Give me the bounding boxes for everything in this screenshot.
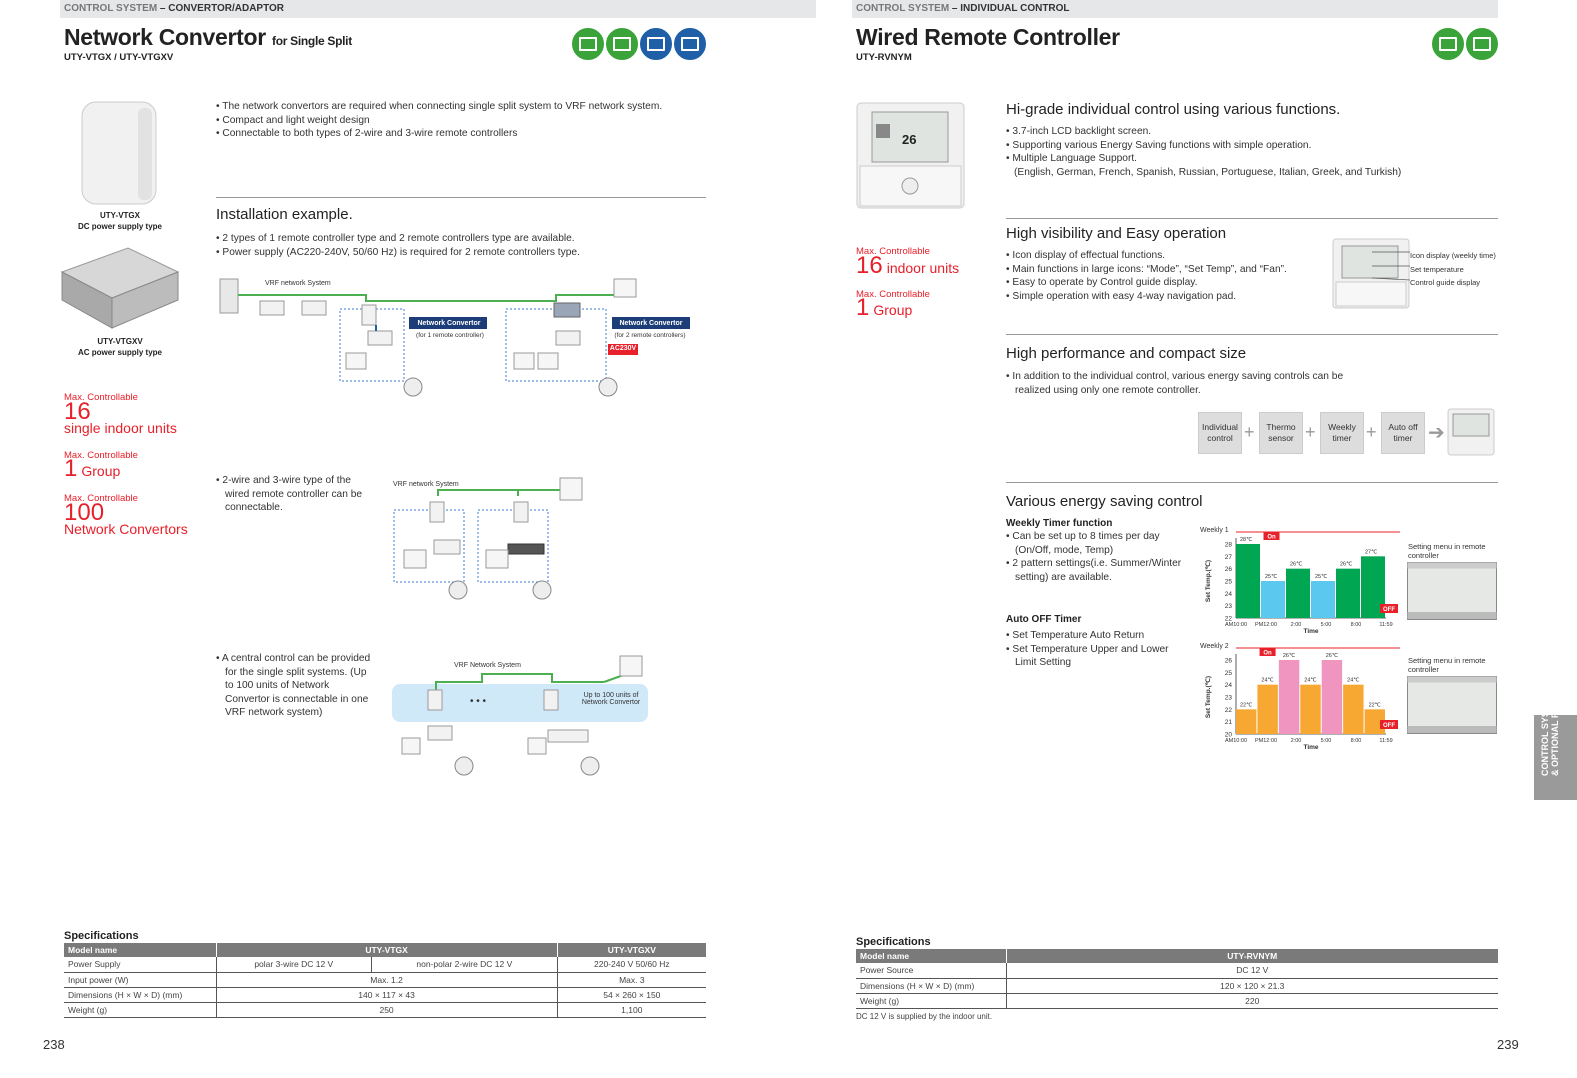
table-row (64, 1002, 706, 1017)
s1-bullets (1006, 125, 1496, 179)
bullet-item: • Multiple Language Support. (1006, 152, 1496, 166)
callout-label: Control guide display (1410, 278, 1481, 287)
table-header: UTY-RVNYM (1006, 949, 1498, 963)
on-badge-label: On (1263, 650, 1272, 657)
off-badge-label: OFF (1383, 723, 1395, 729)
page-title-right: Wired Remote Controller (856, 24, 1120, 50)
bullet-item: • Icon display of effectual functions. (1006, 249, 1326, 263)
s2-callouts (1410, 249, 1496, 290)
on-badge-label: On (1267, 534, 1276, 541)
chart-bar (1236, 544, 1260, 618)
specs-table-left (64, 943, 706, 1018)
setting-menu-screen-1 (1407, 562, 1497, 620)
chart-bar (1236, 709, 1256, 734)
data-label: 24℃ (1347, 677, 1360, 684)
data-label: 25℃ (1315, 574, 1328, 580)
table-cell: Max. 1.2 (216, 972, 557, 987)
divider (1006, 334, 1498, 335)
feature-icon-glyph (647, 37, 665, 51)
callout-label: Set temperature (1410, 264, 1464, 274)
model-codes-right: UTY-RVNYM (856, 52, 912, 63)
diagram-label: AC230V (609, 345, 637, 352)
x-tick-label: 5:00 (1320, 622, 1332, 628)
plus-icon: + (1244, 422, 1255, 442)
y-tick-label: 20 (1224, 731, 1232, 739)
y-tick-label: 28 (1224, 541, 1232, 549)
y-tick-label: 23 (1224, 603, 1232, 611)
chart-bar (1286, 569, 1310, 618)
y-tick-label: 25 (1224, 669, 1232, 677)
arrow-right-icon: ➔ (1428, 422, 1445, 444)
y-axis-label: Set Temp.(℃) (1205, 675, 1212, 719)
table-row (856, 978, 1498, 993)
table-row (64, 987, 706, 1002)
feature-icon (606, 28, 638, 60)
table-cell: Weight (g) (856, 993, 1006, 1008)
header-sep: – (949, 3, 961, 14)
table-header: Model name (64, 943, 216, 957)
chart-bar (1336, 569, 1360, 618)
data-label: 22℃ (1240, 702, 1253, 709)
table-cell: Max. 3 (557, 972, 706, 987)
y-tick-label: 26 (1224, 657, 1232, 665)
page-number-left: 238 (43, 1037, 65, 1052)
setting-menu-screen-2 (1407, 676, 1497, 734)
max-value-1 (856, 252, 960, 279)
section-heading: High performance and compact size (1006, 345, 1247, 362)
data-label: 26℃ (1325, 653, 1339, 659)
model-codes-left: UTY-VTGX / UTY-VTGXV (64, 52, 174, 63)
max-value-1 (64, 398, 177, 436)
diagram-label: VRF Network System (454, 662, 521, 669)
x-axis-label: Time (1303, 744, 1319, 751)
max-unit: indoor units (886, 260, 960, 276)
table-cell: 220 (1006, 993, 1498, 1008)
y-tick-label: 24 (1224, 590, 1232, 598)
chart-title: Weekly 1 (1200, 527, 1229, 534)
table-header-row (856, 949, 1498, 963)
product-name: UTY-VTGX (99, 211, 140, 220)
off-badge (1380, 604, 1398, 613)
bullet-item: • 2-wire and 3-wire type of the wired remote controller can be connectable. (216, 474, 366, 515)
wire-diagram (390, 476, 590, 601)
x-tick-label: 11:59 (1379, 738, 1393, 744)
bullet-item: • Can be set up to 8 times per day (On/Off, mode, Temp) (1006, 530, 1192, 557)
table-header-row (64, 943, 706, 957)
weekly-title: Weekly Timer function (1006, 518, 1113, 529)
feature-box: Auto off timer (1381, 412, 1425, 454)
max-number: 1 (64, 455, 78, 482)
divider (216, 197, 706, 198)
right-header-bar (852, 0, 1498, 18)
product-desc: AC power supply type (77, 348, 162, 357)
weekly-chart-1 (1196, 522, 1406, 640)
language-list: (English, German, French, Spanish, Russian, Portuguese, Italian, Greek, and Turkish) (1014, 166, 1402, 178)
feature-icon-glyph (613, 37, 631, 51)
x-tick-label: 2:00 (1290, 738, 1302, 744)
feature-icon (674, 28, 706, 60)
header-section: INDIVIDUAL CONTROL (960, 3, 1070, 14)
max-label: Max. Controllable (64, 392, 138, 403)
table-cell: 120 × 120 × 21.3 (1006, 978, 1498, 993)
table-cell: polar 3-wire DC 12 V (216, 957, 372, 972)
data-label: 24℃ (1304, 677, 1317, 684)
section-heading: Various energy saving control (1006, 493, 1203, 510)
bullet-item: • Set Temperature Upper and Lower Limit Setting (1006, 643, 1192, 670)
header-prefix: CONTROL SYSTEM (64, 3, 158, 14)
bullet-item: • Main functions in large icons: “Mode”, “Set Temp”, and “Fan”. (1006, 263, 1326, 277)
x-tick-label: AM10:00 (1224, 738, 1248, 744)
product-caption-vtgxv (70, 336, 170, 358)
bullet-item: • Connectable to both types of 2-wire and 3-wire remote controllers (216, 127, 706, 141)
chart-bar (1279, 660, 1299, 734)
chart-bar (1257, 685, 1277, 734)
max-number: 16 (64, 398, 91, 425)
plus-icon: + (1305, 422, 1316, 442)
page-title-left (64, 24, 352, 51)
left-header-bar (60, 0, 816, 18)
section-heading: Hi-grade individual control using various functions. (1006, 101, 1341, 118)
y-tick-label: 22 (1224, 706, 1232, 714)
table-header: UTY-VTGXV (557, 943, 706, 957)
specs-title-left: Specifications (64, 930, 139, 942)
chart-bar (1261, 581, 1285, 618)
product-name: UTY-VTGXV (97, 337, 143, 346)
feature-icon-glyph (1439, 37, 1457, 51)
data-label: 22℃ (1368, 702, 1381, 709)
auto-off-title: Auto OFF Timer (1006, 614, 1082, 625)
central-diagram (392, 654, 652, 780)
page-number-right: 239 (1497, 1037, 1519, 1052)
side-tab (1534, 688, 1577, 800)
max-value-2 (64, 455, 121, 482)
chart-title: Weekly 2 (1200, 643, 1229, 650)
feature-icon (640, 28, 672, 60)
table-cell: 140 × 117 × 43 (216, 987, 557, 1002)
auto-off-bullets (1006, 629, 1192, 670)
x-tick-label: PM12:00 (1254, 738, 1278, 744)
table-cell: Power Source (856, 963, 1006, 978)
table-cell: Input power (W) (64, 972, 216, 987)
off-badge-label: OFF (1383, 607, 1395, 613)
table-cell: 220-240 V 50/60 Hz (557, 957, 706, 972)
divider (1006, 218, 1498, 219)
remote-controller-small-image (1332, 238, 1412, 310)
table-cell: 54 × 260 × 150 (557, 987, 706, 1002)
diagram-label: (for 1 remote controller) (416, 332, 484, 339)
bullet-item: • The network convertors are required when connecting single split system to VRF network system. (216, 100, 706, 114)
weekly-bullets (1006, 530, 1192, 584)
x-tick-label: 11:59 (1379, 622, 1393, 628)
table-cell: DC 12 V (1006, 963, 1498, 978)
plus-icon: + (1366, 422, 1377, 442)
s3-bullets (1006, 370, 1366, 397)
x-tick-label: 5:00 (1320, 738, 1332, 744)
diagram-label: VRF network System (393, 481, 459, 488)
table-row (64, 972, 706, 987)
x-tick-label: 8:00 (1350, 622, 1362, 628)
chart-bar (1300, 685, 1320, 734)
y-tick-label: 21 (1224, 719, 1232, 727)
weekly-chart-2 (1196, 638, 1406, 756)
data-label: 26℃ (1282, 653, 1296, 659)
bullet-item: • Compact and light weight design (216, 114, 706, 128)
bullet-item: • Easy to operate by Control guide display. (1006, 276, 1326, 290)
side-tab-line: CONTROL SYSTEM (1540, 692, 1550, 776)
feature-icon (572, 28, 604, 60)
side-tab-line: & OPTIONAL PARTS (1550, 688, 1560, 776)
install-heading: Installation example. (216, 206, 353, 223)
title-text: Network Convertor (64, 24, 266, 50)
diagram-dots: • • • (470, 696, 487, 707)
wire-bullet (216, 474, 366, 515)
diagram-label: Network Convertor (417, 320, 481, 327)
x-tick-label: AM10:00 (1224, 622, 1248, 628)
remote-controller-image (856, 102, 966, 210)
chart-bar (1311, 581, 1335, 618)
data-label: 26℃ (1340, 561, 1353, 568)
divider (1006, 482, 1498, 483)
section-heading: High visibility and Easy operation (1006, 225, 1227, 242)
max-unit: single indoor units (64, 420, 177, 436)
y-axis-label: Set Temp.(℃) (1205, 559, 1212, 603)
table-cell: Power Supply (64, 957, 216, 972)
y-tick-label: 22 (1224, 615, 1232, 623)
max-number: 1 (856, 294, 870, 321)
data-label: 26℃ (1290, 561, 1303, 568)
max-unit: Group (873, 302, 913, 318)
install-bullets (216, 232, 706, 259)
header-section: CONVERTOR/ADAPTOR (168, 3, 285, 14)
table-header: UTY-VTGX (216, 943, 557, 957)
x-tick-label: 8:00 (1350, 738, 1362, 744)
max-number: 100 (64, 499, 105, 526)
bullet-item: • Power supply (AC220-240V, 50/60 Hz) is required for 2 remote controllers type. (216, 246, 706, 260)
table-cell: Dimensions (H × W × D) (mm) (856, 978, 1006, 993)
y-tick-label: 24 (1224, 682, 1232, 690)
diagram-label: (for 2 remote controllers) (614, 332, 686, 339)
header-sep: – (157, 3, 169, 14)
specs-title-right: Specifications (856, 936, 931, 948)
specs-table-right (856, 949, 1498, 1009)
max-unit: Network Convertors (64, 521, 188, 537)
table-cell: 1,100 (557, 1002, 706, 1017)
table-cell: Weight (g) (64, 1002, 216, 1017)
max-value-2 (856, 294, 913, 321)
table-cell: 250 (216, 1002, 557, 1017)
max-label: Max. Controllable (64, 450, 138, 461)
on-badge (1264, 532, 1280, 541)
max-label: Max. Controllable (856, 289, 930, 300)
product-image-vtgxv (58, 242, 182, 332)
bullet-item: • Set Temperature Auto Return (1006, 629, 1192, 643)
y-tick-label: 23 (1224, 694, 1232, 702)
feature-icon (1432, 28, 1464, 60)
x-tick-label: PM12:00 (1254, 622, 1278, 628)
lcd-temp: 26 (902, 132, 917, 147)
table-row (856, 963, 1498, 978)
bullet-item: • 3.7-inch LCD backlight screen. (1006, 125, 1496, 139)
x-axis-label: Time (1303, 628, 1319, 635)
diagram-label: Network Convertor (619, 320, 683, 327)
table-row (856, 993, 1498, 1008)
table-cell: Dimensions (H × W × D) (mm) (64, 987, 216, 1002)
bullet-item: • A central control can be provided for the single split systems. (Up to 100 units of Network Convertor is connectable in one VRF network system) (216, 652, 376, 720)
callout-label: Icon display (weekly time) (1410, 251, 1496, 260)
x-tick-label: 2:00 (1290, 622, 1302, 628)
setting-menu-label: Setting menu in remote controller (1408, 656, 1486, 674)
s2-bullets (1006, 249, 1326, 303)
diagram-label: Up to 100 units of Network Convertor (581, 692, 641, 706)
max-unit: Group (81, 463, 121, 479)
bullet-item: • In addition to the individual control, various energy saving controls can be realized using only one remote controller. (1006, 370, 1366, 397)
data-label: 28℃ (1240, 537, 1253, 543)
y-tick-label: 25 (1224, 578, 1232, 586)
feature-icon (1466, 28, 1498, 60)
feature-box: Individual control (1198, 412, 1242, 454)
bullet-item: • Supporting various Energy Saving functions with simple operation. (1006, 139, 1496, 153)
specs-note: DC 12 V is supplied by the indoor unit. (856, 1012, 993, 1021)
central-bullet (216, 652, 376, 720)
data-label: 24℃ (1261, 677, 1274, 684)
intro-bullets-left (216, 100, 706, 141)
product-image-vtgx (78, 98, 160, 208)
y-tick-label: 27 (1224, 553, 1232, 561)
max-label: Max. Controllable (856, 246, 930, 257)
off-badge (1380, 720, 1398, 729)
title-subtitle: for Single Split (272, 34, 352, 48)
table-row (64, 957, 706, 972)
data-label: 25℃ (1265, 574, 1278, 580)
table-header: Model name (856, 949, 1006, 963)
feature-icon-glyph (579, 37, 597, 51)
feature-box: Weekly timer (1320, 412, 1364, 454)
feature-icon-glyph (681, 37, 699, 51)
chart-bar (1343, 685, 1363, 734)
y-tick-label: 26 (1224, 566, 1232, 574)
on-badge (1260, 648, 1276, 657)
max-label: Max. Controllable (64, 493, 138, 504)
header-prefix: CONTROL SYSTEM (856, 3, 950, 14)
feature-icon-glyph (1473, 37, 1491, 51)
product-desc: DC power supply type (77, 222, 162, 231)
bullet-item: • 2 types of 1 remote controller type and 2 remote controllers type are available. (216, 232, 706, 246)
product-caption-vtgx (70, 210, 170, 232)
diagram-label: VRF network System (265, 280, 331, 287)
bullet-item: • 2 pattern settings(i.e. Summer/Winter setting) are available. (1006, 557, 1192, 584)
remote-controller-thumb (1447, 408, 1495, 456)
bullet-item: • Simple operation with easy 4-way navigation pad. (1006, 290, 1326, 304)
max-number: 16 (856, 252, 883, 279)
setting-menu-label: Setting menu in remote controller (1408, 542, 1486, 560)
table-cell: non-polar 2-wire DC 12 V (372, 957, 558, 972)
max-value-3 (64, 499, 188, 537)
chart-bar (1322, 660, 1342, 734)
data-label: 27℃ (1365, 549, 1378, 556)
feature-box: Thermo sensor (1259, 412, 1303, 454)
